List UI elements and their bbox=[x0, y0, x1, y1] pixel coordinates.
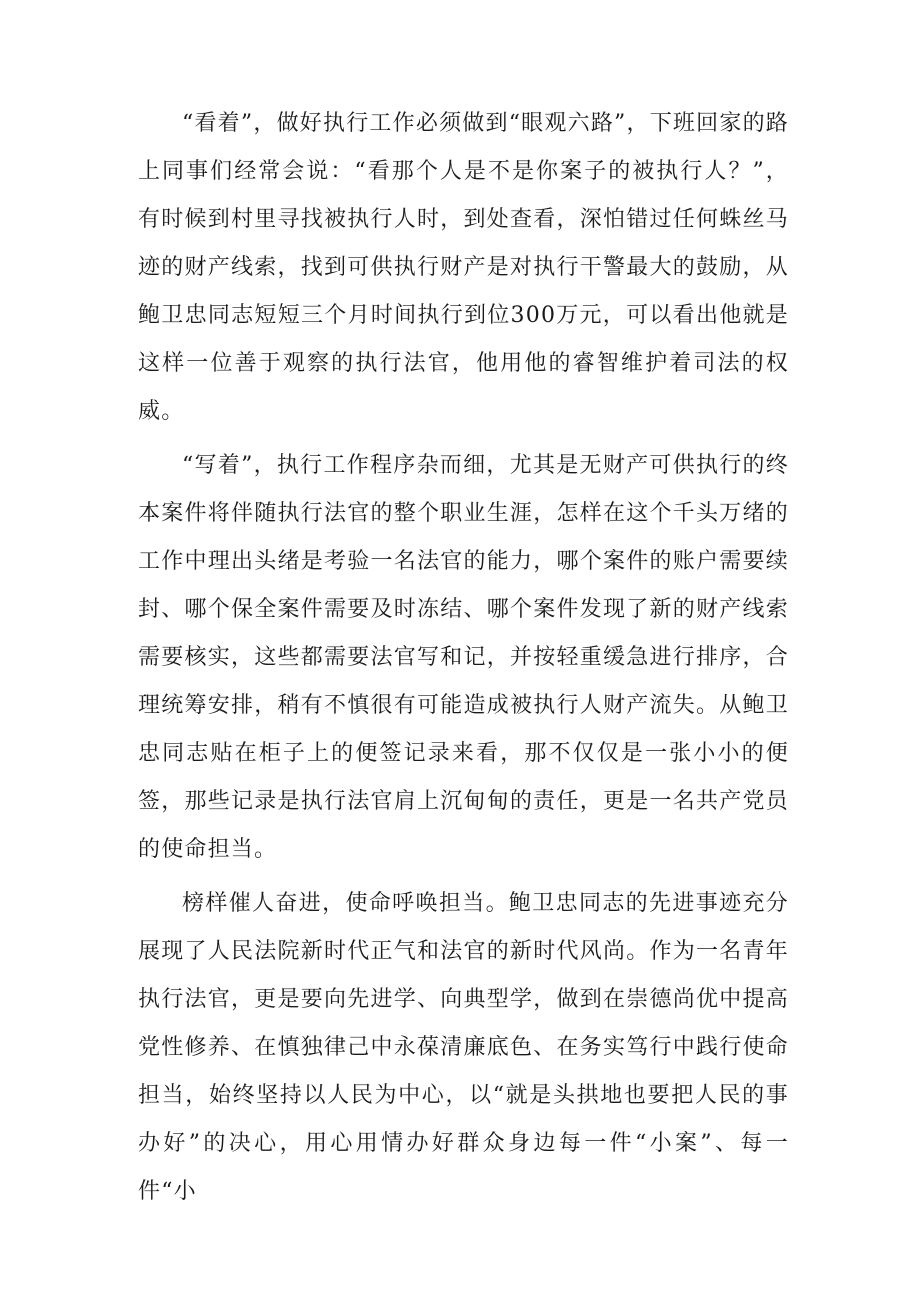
document-body bbox=[138, 100, 789, 1222]
paragraph-kanzhe: “看着”，做好执行工作必须做到“眼观六路”，下班回家的路上同事们经常会说：“看那个人是不是你案子的被执行人？”，有时候到村里寻找被执行人时，到处查看，深怕错过任何蛛丝马迹的财产线索，找到可供执行财产是对执行干警最大的鼓励，从鲍卫忠同志短短三个月时间执行到位300万元，可以看出他就是这样一位善于观察的执行法官，他用他的睿智维护着司法的权威。 bbox=[138, 111, 789, 424]
paragraph-xiezhe: “写着”，执行工作程序杂而细，尤其是无财产可供执行的终本案件将伴随执行法官的整个职业生涯，怎样在这个千头万绪的工作中理出头绪是考验一名法官的能力，哪个案件的账户需要续封、哪个保全案件需要及时冻结、哪个案件发现了新的财产线索需要核实，这些都需要法官写和记，并按轻重缓急进行排序，合理统筹安排，稍有不慎很有可能造成被执行人财产流失。从鲍卫忠同志贴在柜子上的便签记录来看，那不仅仅是一张小小的便签，那些记录是执行法官肩上沉甸甸的责任，更是一名共产党员的使命担当。 bbox=[138, 453, 789, 862]
paragraph-bangyang: 榜样催人奋进，使命呼唤担当。鲍卫忠同志的先进事迹充分展现了人民法院新时代正气和法官的新时代风尚。作为一名青年执行法官，更是要向先进学、向典型学，做到在崇德尚优中提高党性修养、在慎独律己中永葆清廉底色、在务实笃行中践行使命担当，始终坚持以人民为中心，以“就是头拱地也要把人民的事办好”的决心，用心用情办好群众身边每一件“小案”、每一件“小 bbox=[138, 891, 789, 1204]
